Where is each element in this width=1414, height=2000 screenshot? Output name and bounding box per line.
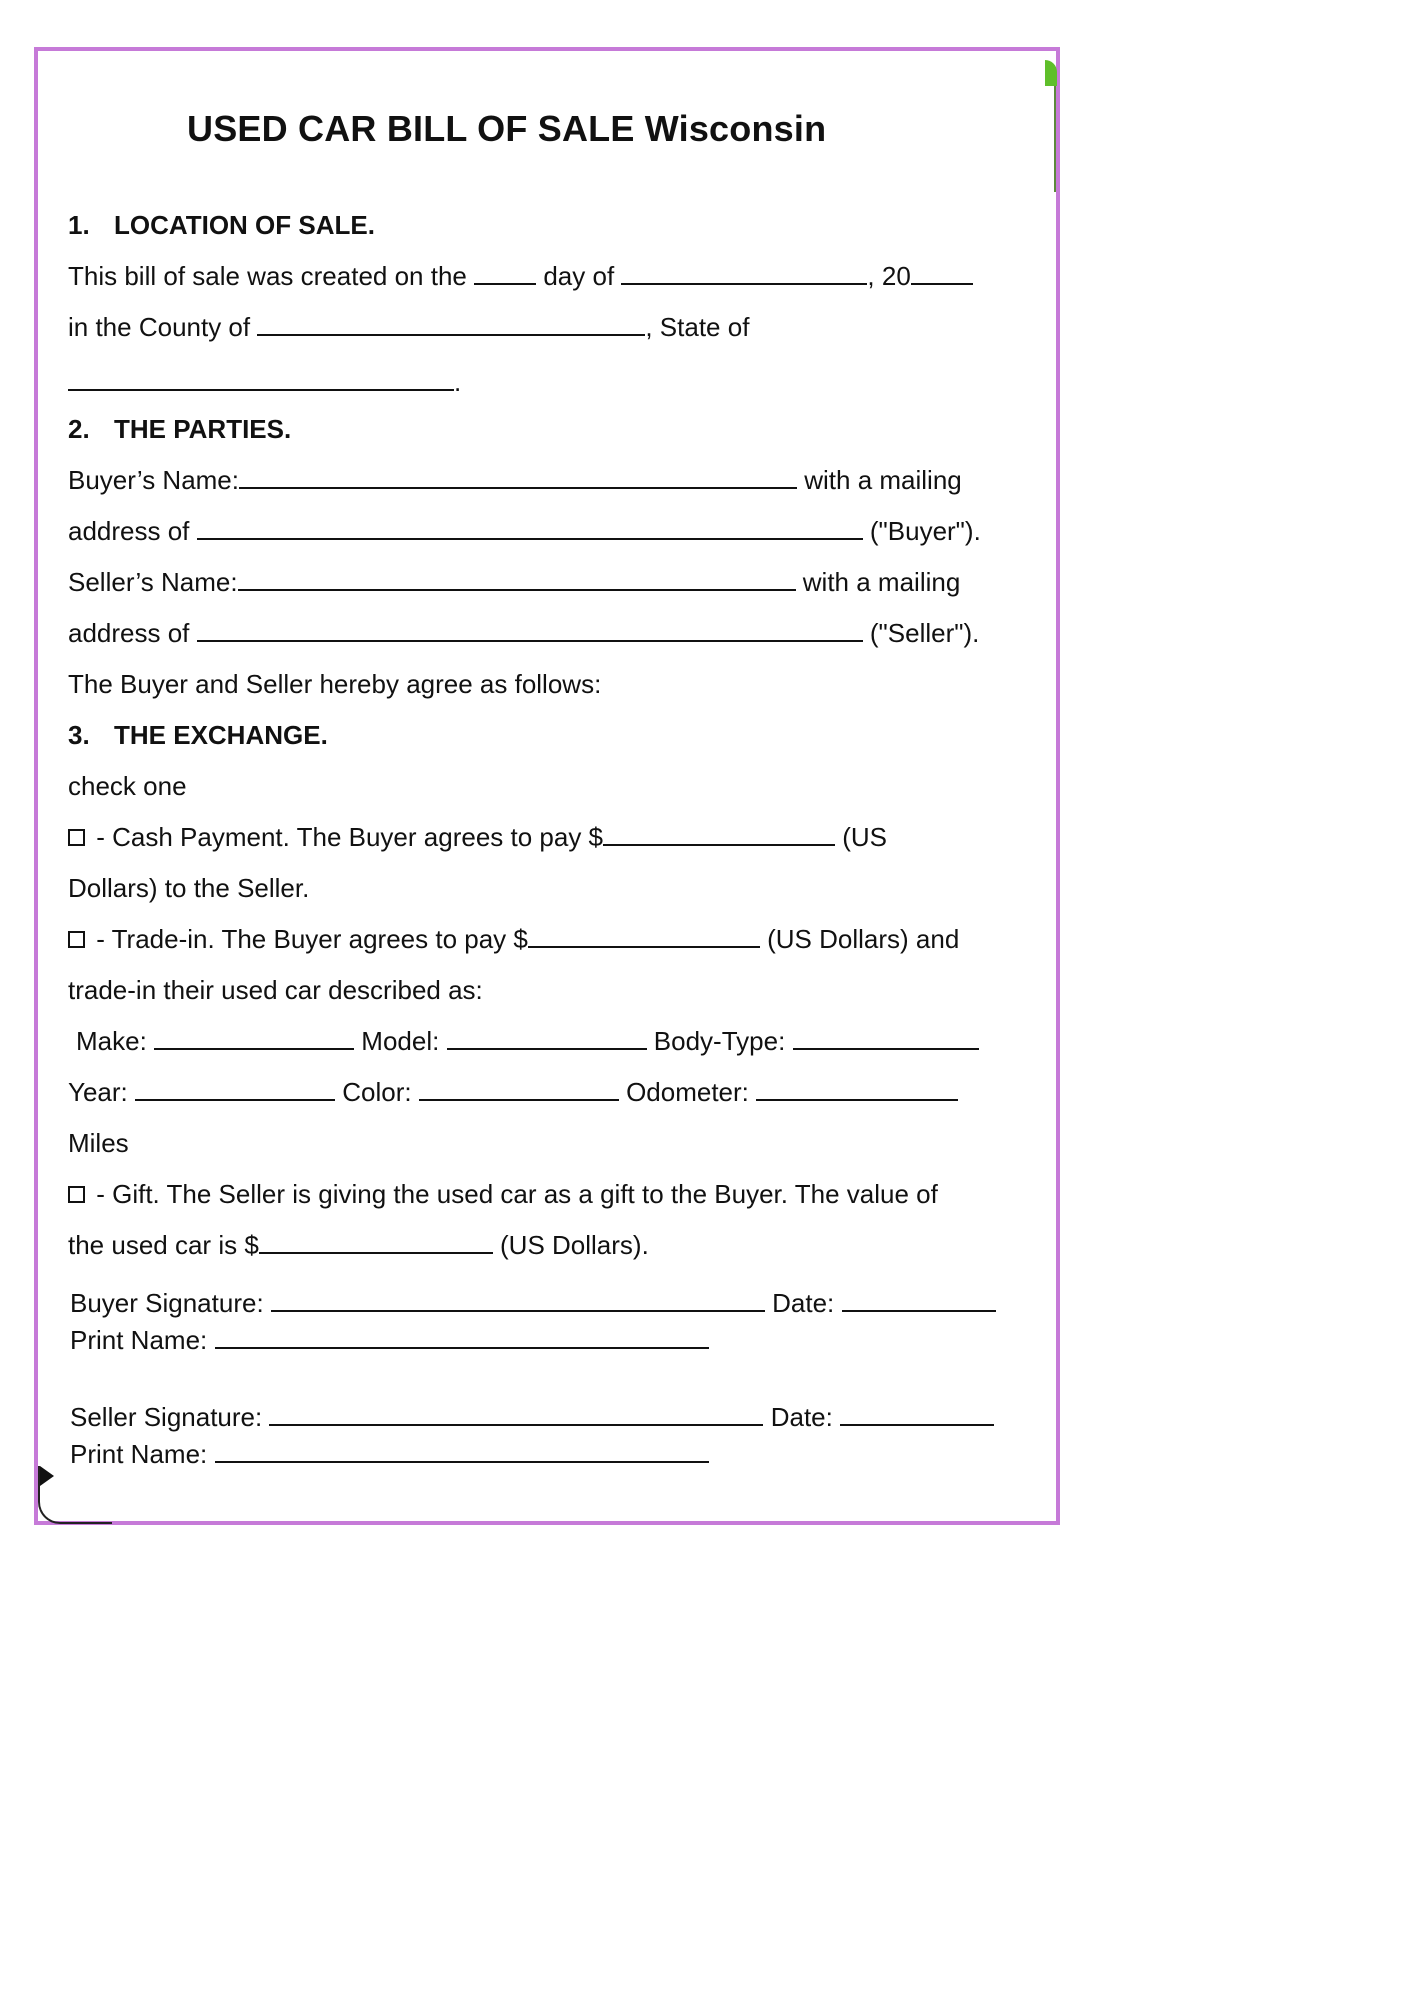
buyer-name-label: Buyer’s Name: [68,465,239,495]
cash-amount-field[interactable] [603,822,835,846]
address-of-text: address of [68,516,190,546]
buyer-signature-line [70,1286,996,1320]
period-text: . [454,367,462,397]
buyer-signature-label: Buyer Signature: [70,1288,264,1318]
county-text: in the County of [68,312,251,342]
seller-print-name-field[interactable] [215,1439,709,1463]
section-number: 2. [68,414,90,444]
section-number: 3. [68,720,90,750]
buyer-name-line [68,463,962,497]
body-type-field[interactable] [793,1026,979,1050]
created-text: This bill of sale was created on the [68,261,467,291]
section-title: THE PARTIES. [114,414,292,444]
cash-suffix-text: (US [842,822,888,852]
corner-decoration-bottom-left [38,1466,112,1524]
seller-signature-label: Seller Signature: [70,1402,263,1432]
seller-signature-field[interactable] [269,1402,763,1426]
gift-text: - Gift. The Seller is giving the used car as a gift to the Buyer. The value of [89,1179,938,1209]
buyer-print-name-field[interactable] [215,1325,709,1349]
trade-in-text: - Trade-in. The Buyer agrees to pay $ [89,924,528,954]
seller-signature-line [70,1400,994,1434]
section-number: 1. [68,210,90,240]
section-location-heading [68,208,375,242]
gift-line [68,1177,938,1211]
seller-address-field[interactable] [197,618,863,642]
with-mailing-text: with a mailing [802,567,961,597]
trade-amount-field[interactable] [528,924,760,948]
print-name-label: Print Name: [70,1325,208,1355]
trade-in-checkbox[interactable] [68,931,85,948]
seller-address-line [68,616,979,650]
year-color-line [68,1075,958,1109]
print-name-label: Print Name: [70,1439,208,1469]
seller-suffix-text: ("Seller"). [869,618,980,648]
day-field[interactable] [474,261,536,285]
make-field[interactable] [154,1026,354,1050]
seller-print-name-line [70,1437,709,1471]
miles-text: Miles [68,1128,129,1158]
year-field[interactable] [911,261,973,285]
make-label: Make: [76,1026,147,1056]
check-one-text: check one [68,771,187,801]
document-title: USED CAR BILL OF SALE Wisconsin [187,108,827,149]
gift-value-field[interactable] [259,1230,493,1254]
buyer-signature-field[interactable] [271,1288,765,1312]
date-label: Date: [772,1288,835,1318]
day-of-text: day of [543,261,615,291]
section-title: THE EXCHANGE. [114,720,328,750]
odometer-label: Odometer: [626,1077,749,1107]
cash-payment-text: - Cash Payment. The Buyer agrees to pay $ [89,822,604,852]
date-label: Date: [770,1402,833,1432]
location-line-1 [68,259,973,293]
section-title: LOCATION OF SALE. [114,210,375,240]
odometer-field[interactable] [756,1077,958,1101]
trade-line-2: trade-in their used car described as: [68,975,483,1005]
trade-suffix-text: (US Dollars) and [767,924,960,954]
color-label: Color: [342,1077,412,1107]
model-label: Model: [361,1026,440,1056]
triangle-marker-icon [40,1466,54,1486]
gift-checkbox[interactable] [68,1186,85,1203]
seller-name-field[interactable] [238,567,796,591]
buyer-print-name-line [70,1323,709,1357]
gift-suffix-text: (US Dollars). [500,1230,649,1260]
address-of-text: address of [68,618,190,648]
seller-name-line [68,565,960,599]
state-field[interactable] [68,367,454,391]
cash-payment-line [68,820,887,854]
year-prefix-text: , 20 [867,261,911,291]
buyer-suffix-text: ("Buyer"). [869,516,981,546]
year-label: Year: [68,1077,128,1107]
section-exchange-heading [68,718,328,752]
gift-line-2 [68,1228,649,1262]
model-field[interactable] [447,1026,647,1050]
make-model-line [76,1024,979,1058]
agree-text: The Buyer and Seller hereby agree as follows: [68,669,602,699]
buyer-name-field[interactable] [239,465,797,489]
buyer-address-field[interactable] [197,516,863,540]
state-text: , State of [645,312,750,342]
county-field[interactable] [257,312,645,336]
month-field[interactable] [621,261,867,285]
seller-date-field[interactable] [840,1402,994,1426]
location-line-3 [68,365,461,399]
trade-in-line [68,922,959,956]
buyer-date-field[interactable] [842,1288,996,1312]
with-mailing-text: with a mailing [804,465,962,495]
gift-value-text: the used car is $ [68,1230,259,1260]
section-parties-heading [68,412,291,446]
body-type-label: Body-Type: [653,1026,786,1056]
buyer-address-line [68,514,981,548]
location-line-2 [68,310,749,344]
cash-payment-checkbox[interactable] [68,829,85,846]
vehicle-year-field[interactable] [135,1077,335,1101]
seller-name-label: Seller’s Name: [68,567,238,597]
corner-decoration-top-right [1042,62,1056,192]
cash-line-2: Dollars) to the Seller. [68,873,310,903]
color-field[interactable] [419,1077,619,1101]
